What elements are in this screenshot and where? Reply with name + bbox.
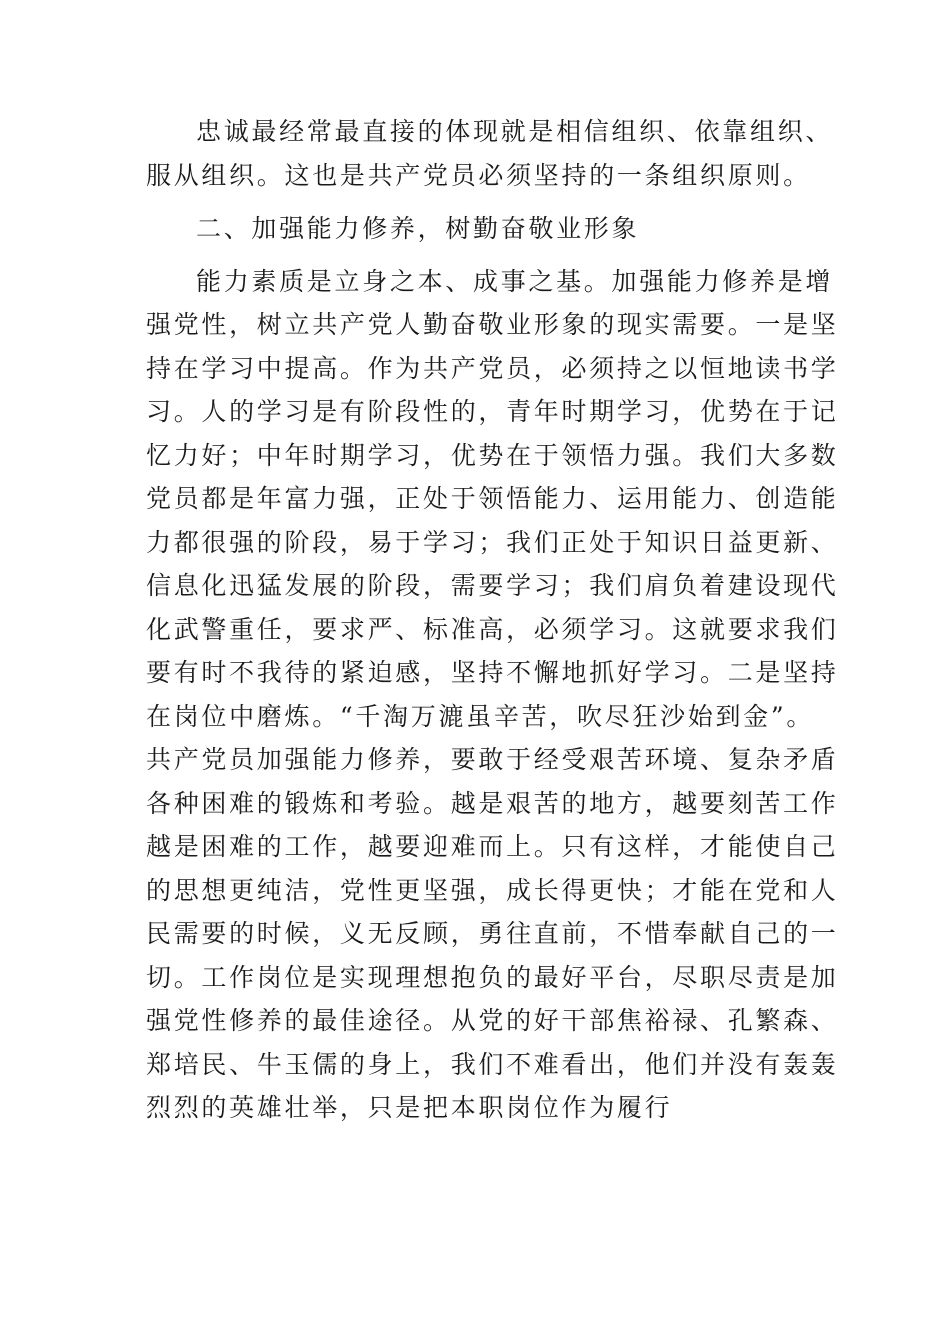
paragraph-2-line-11: 在岗位中磨炼。“千淘万漉虽辛苦，吹尽狂沙始到金”。 bbox=[146, 702, 815, 731]
paragraph-2-line-3: 持在学习中提高。作为共产党员，必须持之以恒地读书学 bbox=[146, 354, 839, 383]
paragraph-2-line-2: 强党性，树立共产党人勤奋敬业形象的现实需要。一是坚 bbox=[146, 310, 839, 339]
paragraph-1-line-1: 忠诚最经常最直接的体现就是相信组织、依靠组织、 bbox=[196, 117, 834, 146]
paragraph-2-line-14: 越是困难的工作，越要迎难而上。只有这样，才能使自己 bbox=[146, 832, 839, 861]
paragraph-2-line-13: 各种困难的锻炼和考验。越是艰苦的地方，越要刻苦工作 bbox=[146, 789, 839, 818]
paragraph-2-line-4: 习。人的学习是有阶段性的，青年时期学习，优势在于记 bbox=[146, 397, 839, 426]
paragraph-2-line-19: 郑培民、牛玉儒的身上，我们不难看出，他们并没有轰轰 bbox=[146, 1050, 839, 1079]
paragraph-2-line-16: 民需要的时候，义无反顾，勇往直前，不惜奉献自己的一 bbox=[146, 919, 839, 948]
paragraph-2-line-7: 力都很强的阶段，易于学习；我们正处于知识日益更新、 bbox=[146, 528, 839, 557]
paragraph-2-line-12: 共产党员加强能力修养，要敢于经受艰苦环境、复杂矛盾 bbox=[146, 745, 839, 774]
paragraph-2-line-17: 切。工作岗位是实现理想抱负的最好平台，尽职尽责是加 bbox=[146, 963, 839, 992]
paragraph-2-line-9: 化武警重任，要求严、标准高，必须学习。这就要求我们 bbox=[146, 615, 839, 644]
paragraph-2-line-15: 的思想更纯洁，党性更坚强，成长得更快；才能在党和人 bbox=[146, 876, 839, 905]
paragraph-1-line-2: 服从组织。这也是共产党员必须坚持的一条组织原则。 bbox=[146, 161, 811, 190]
paragraph-2-line-1: 能力素质是立身之本、成事之基。加强能力修养是增 bbox=[196, 267, 834, 296]
paragraph-2-line-6: 党员都是年富力强，正处于领悟能力、运用能力、创造能 bbox=[146, 484, 839, 513]
paragraph-2-line-20: 烈烈的英雄壮举，只是把本职岗位作为履行 bbox=[146, 1093, 673, 1122]
paragraph-2-line-18: 强党性修养的最佳途径。从党的好干部焦裕禄、孔繁森、 bbox=[146, 1006, 839, 1035]
paragraph-2-line-5: 忆力好；中年时期学习，优势在于领悟力强。我们大多数 bbox=[146, 441, 839, 470]
paragraph-2-line-8: 信息化迅猛发展的阶段，需要学习；我们肩负着建设现代 bbox=[146, 571, 839, 600]
section-heading: 二、加强能力修养，树勤奋敬业形象 bbox=[196, 214, 640, 243]
paragraph-2-line-10: 要有时不我待的紧迫感，坚持不懈地抓好学习。二是坚持 bbox=[146, 658, 839, 687]
